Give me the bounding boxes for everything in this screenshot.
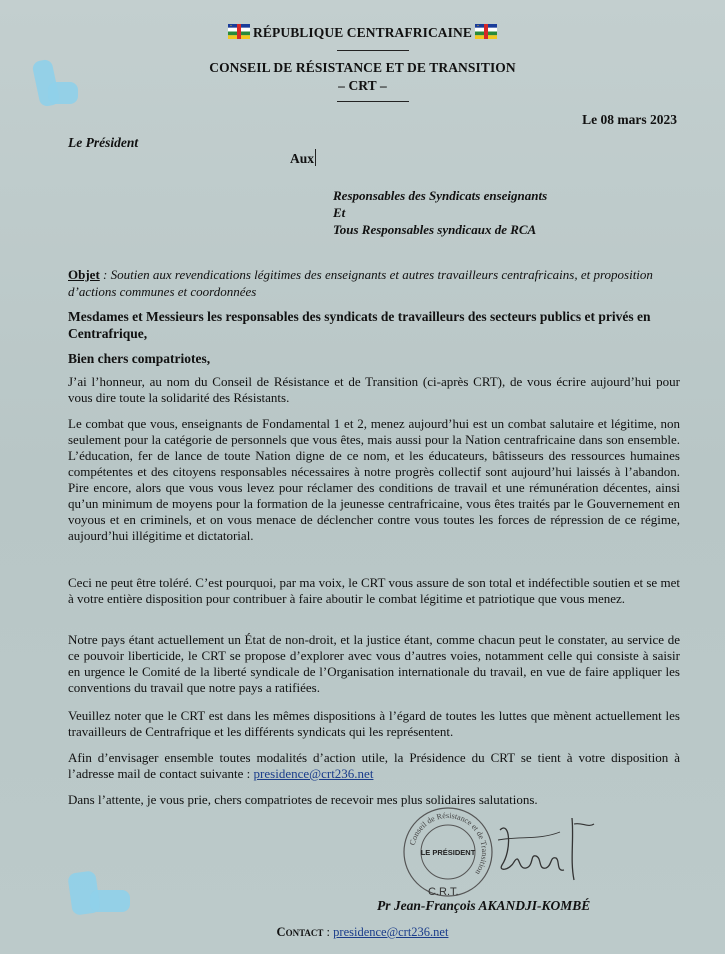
header-divider: [337, 50, 409, 51]
paragraph: Ceci ne peut être toléré. C’est pourquoi, par ma voix, le CRT vous assure de son total et indéfectible soutien et se met à votre entière disposition pour contribuer à faire aboutir le combat légitime et patriotique que vous menez.: [68, 575, 680, 606]
recipient-line: Responsables des Syndicats enseignants: [333, 188, 548, 203]
greeting: Bien chers compatriotes,: [68, 351, 211, 366]
highlight-mark: [90, 890, 130, 912]
republic-header: [0, 24, 725, 41]
stamp-ring-text: Conseil de Résistance et de Transition: [407, 810, 490, 877]
footer-email-link[interactable]: presidence@crt236.net: [333, 925, 449, 939]
acronym-title: – CRT –: [338, 78, 387, 93]
council-title: CONSEIL DE RÉSISTANCE ET DE TRANSITION: [209, 60, 516, 75]
paragraph: Notre pays étant actuellement un État de non-droit, et la justice étant, comme chacun peut le constater, au service de ce pouvoir liberticide, le CRT se propose d’explorer avec vous d’autres voies, notamment celle qui consiste à saisir en urgence le Comité de la liberté syndicale de l’Organisation internationale du travail, en vue de faire appliquer les conventions du travail que notre pays a ratifiées.: [68, 632, 680, 695]
letter-date: Le 08 mars 2023: [582, 112, 677, 127]
to-label: Aux: [290, 151, 315, 166]
paragraph: Veuillez noter que le CRT est dans les mêmes dispositions à l’égard de toutes les luttes que mènent actuellement les travailleurs de Centrafrique et les différents syndicats qui les représentent.: [68, 708, 680, 739]
contact-email-link[interactable]: presidence@crt236.net: [253, 766, 374, 781]
subject-label: Objet: [68, 267, 100, 282]
handwritten-signature: [490, 810, 610, 890]
recipient-line: Et: [333, 205, 346, 220]
footer-contact: [0, 925, 725, 940]
car-flag-icon: [475, 24, 497, 39]
svg-text:Conseil de Résistance et de Tr: [408, 811, 489, 876]
sender-title: Le Président: [68, 135, 139, 150]
text-cursor: [315, 149, 316, 166]
recipient-line: Tous Responsables syndicaux de RCA: [333, 222, 537, 237]
subject-line: [68, 267, 680, 300]
contact-label: Contact: [276, 925, 324, 939]
paragraph: J’ai l’honneur, au nom du Conseil de Résistance et de Transition (ci-après CRT), de vous écrire aujourd’hui pour vous dire toute la solidarité des Résistants.: [68, 374, 680, 405]
subject-text: : Soutien aux revendications légitimes des enseignants et autres travailleurs centrafricains, et proposition d’actions communes et coordonnées: [68, 267, 653, 299]
republic-title: RÉPUBLIQUE CENTRAFRICAINE: [253, 25, 472, 40]
header-divider: [337, 101, 409, 102]
salutation: Mesdames et Messieurs les responsables des syndicats de travailleurs des secteurs publics et privés en Centrafrique,: [68, 309, 651, 341]
signer-name: Pr Jean-François AKANDJI-KOMBÉ: [377, 898, 591, 913]
stamp-bottom-text: C.R.T.: [428, 886, 459, 898]
paragraph-text: Afin d’envisager ensemble toutes modalités d’action utile, la Présidence du CRT se tient à votre disposition à l’adresse mail de contact suivante :: [68, 750, 680, 781]
paragraph: [68, 750, 680, 782]
official-stamp: [402, 806, 494, 898]
paragraph: Dans l’attente, je vous prie, chers compatriotes de recevoir mes plus solidaires salutations.: [68, 792, 538, 807]
highlight-mark: [48, 82, 78, 104]
contact-separator: :: [323, 925, 334, 939]
stamp-center-text: LE PRÉSIDENT: [420, 848, 476, 857]
paragraph: Le combat que vous, enseignants de Fondamental 1 et 2, menez aujourd’hui est un combat salutaire et légitime, non seulement pour la catégorie de personnels que vous êtes, mais aussi pour la Nation centrafricaine dans son ensemble. L’éducation, fer de lance de toute Nation digne de ce nom, et les éducateurs, bâtisseurs des ressources humaines compétentes et des citoyens responsables nécessaires à notre progrès collectif sont aujourd’hui laissés à l’abandon. Pire encore, alors que vous vous levez pour réclamer des conditions de travail et une rémunération décentes, ainsi qu’un minimum de moyens pour la formation de la jeunesse centrafricaine, vous êtes traités par le Gouvernement en voyous et en criminels, et on vous menace de déclencher contre vous toutes les forces de répression de ce régime, aujourd’hui illégitime et dictatorial.: [68, 416, 680, 543]
car-flag-icon: [228, 24, 250, 39]
